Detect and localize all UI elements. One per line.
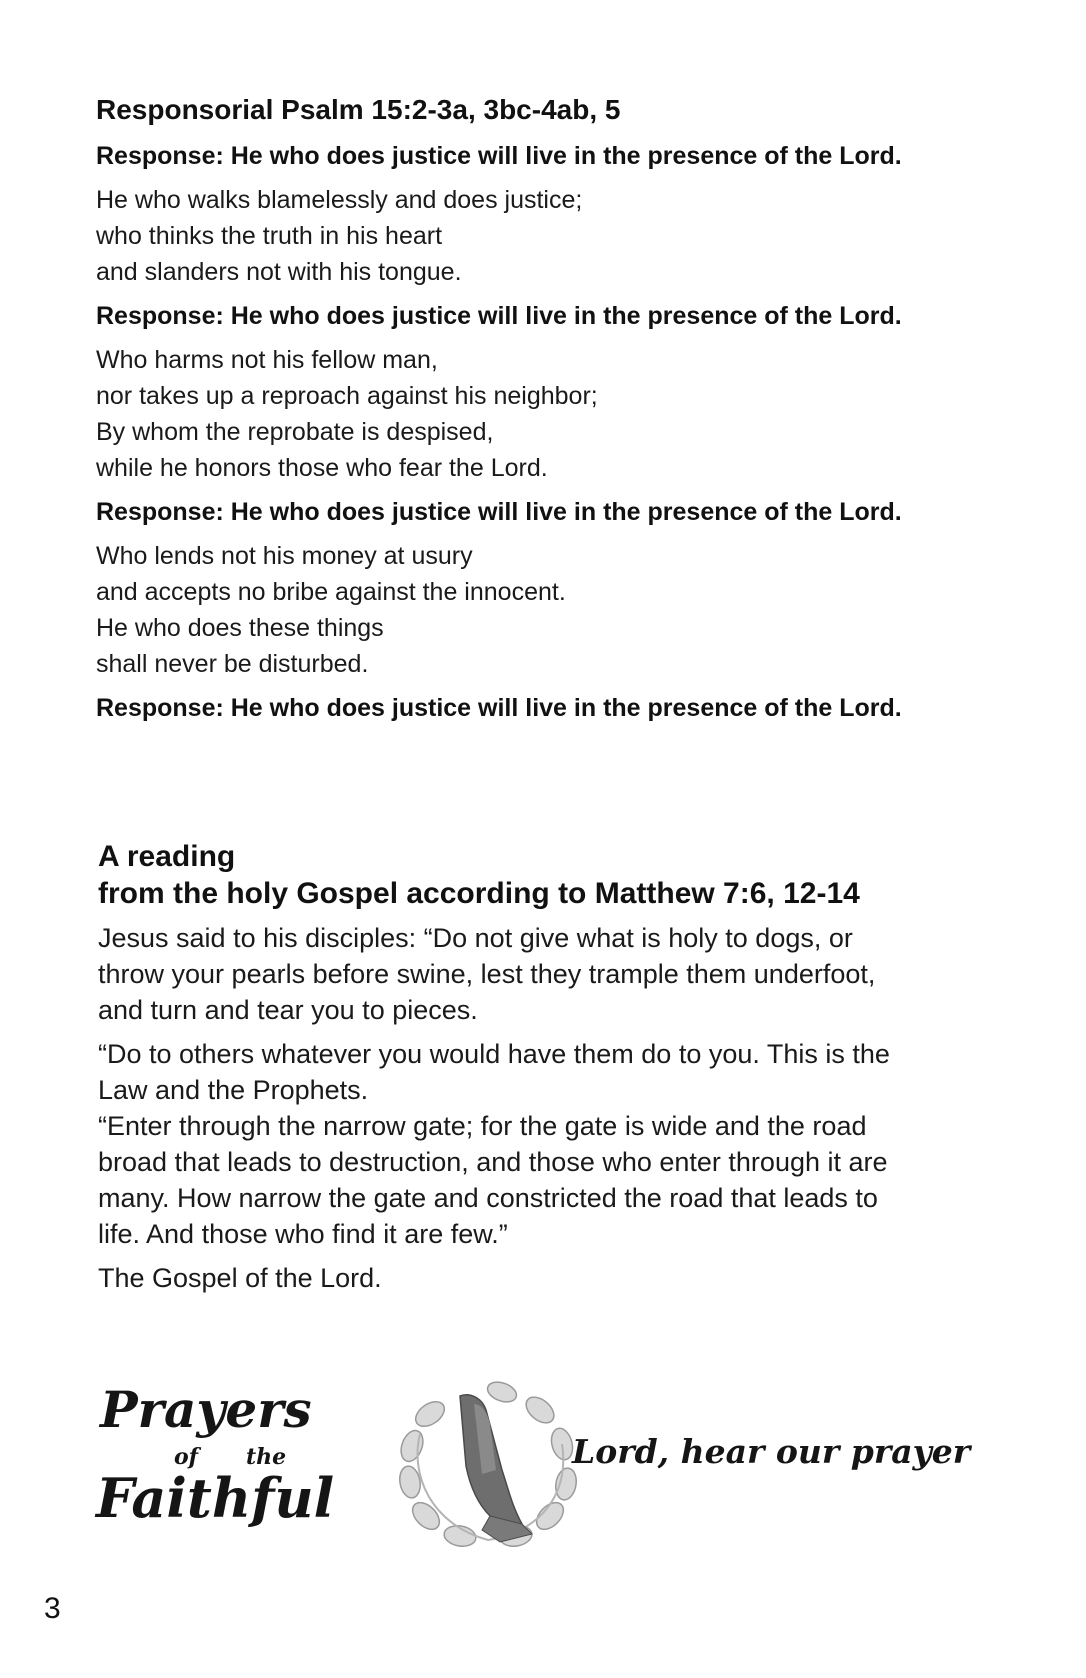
psalm-response: Response: He who does justice will live in the presence of the Lord.	[96, 694, 902, 722]
stanza-line: Who lends not his money at usury	[96, 542, 473, 570]
gospel-title-line: A reading	[98, 840, 236, 873]
pof-title-the: the	[246, 1444, 287, 1470]
stanza-line: He who walks blamelessly and does justice;	[96, 186, 583, 214]
pof-title-prayers: Prayers	[100, 1380, 312, 1439]
psalm-stanza	[96, 342, 1016, 486]
gospel-line: Law and the Prophets.	[98, 1075, 369, 1105]
psalm-stanza	[96, 182, 1016, 290]
gospel-paragraph	[98, 1036, 998, 1252]
stanza-line: He who does these things	[96, 614, 384, 642]
psalm-stanza	[96, 538, 1016, 682]
responsorial-psalm	[96, 92, 1016, 734]
stanza-line: and accepts no bribe against the innocent.	[96, 578, 566, 606]
prayers-of-the-faithful	[96, 1380, 996, 1580]
gospel-line: The Gospel of the Lord.	[98, 1263, 382, 1293]
gospel-title-line: from the holy Gospel according to Matthew 7:6, 12-14	[98, 877, 860, 910]
gospel-line: many. How narrow the gate and constricted the road that leads to	[98, 1183, 878, 1213]
stanza-line: shall never be disturbed.	[96, 650, 369, 678]
pof-response: Lord, hear our prayer	[572, 1432, 971, 1471]
gospel-line: “Do to others whatever you would have them do to you. This is the	[98, 1039, 890, 1069]
gospel-reading	[98, 838, 998, 1304]
gospel-line: Jesus said to his disciples: “Do not give what is holy to dogs, or	[98, 923, 853, 953]
stanza-line: while he honors those who fear the Lord.	[96, 454, 548, 482]
stanza-line: Who harms not his fellow man,	[96, 346, 438, 374]
gospel-title	[98, 838, 998, 912]
stanza-line: who thinks the truth in his heart	[96, 222, 443, 250]
gospel-line: “Enter through the narrow gate; for the gate is wide and the road	[98, 1111, 867, 1141]
psalm-response: Response: He who does justice will live in the presence of the Lord.	[96, 142, 902, 170]
page-number: 3	[44, 1592, 61, 1625]
praying-hands-icon	[390, 1374, 590, 1550]
stanza-line: By whom the reprobate is despised,	[96, 418, 494, 446]
psalm-response: Response: He who does justice will live in the presence of the Lord.	[96, 498, 902, 526]
stanza-line: and slanders not with his tongue.	[96, 258, 462, 286]
gospel-line: life. And those who find it are few.”	[98, 1219, 508, 1249]
gospel-line: and turn and tear you to pieces.	[98, 995, 478, 1025]
pof-title-faithful: Faithful	[96, 1466, 335, 1530]
gospel-paragraph	[98, 920, 998, 1028]
pof-title-of: of	[174, 1444, 199, 1470]
gospel-line: broad that leads to destruction, and those who enter through it are	[98, 1147, 888, 1177]
stanza-line: nor takes up a reproach against his neighbor;	[96, 382, 598, 410]
psalm-response: Response: He who does justice will live in the presence of the Lord.	[96, 302, 902, 330]
gospel-line: throw your pearls before swine, lest they trample them underfoot,	[98, 959, 876, 989]
gospel-paragraph	[98, 1260, 998, 1296]
psalm-title: Responsorial Psalm 15:2-3a, 3bc-4ab, 5	[96, 94, 621, 125]
